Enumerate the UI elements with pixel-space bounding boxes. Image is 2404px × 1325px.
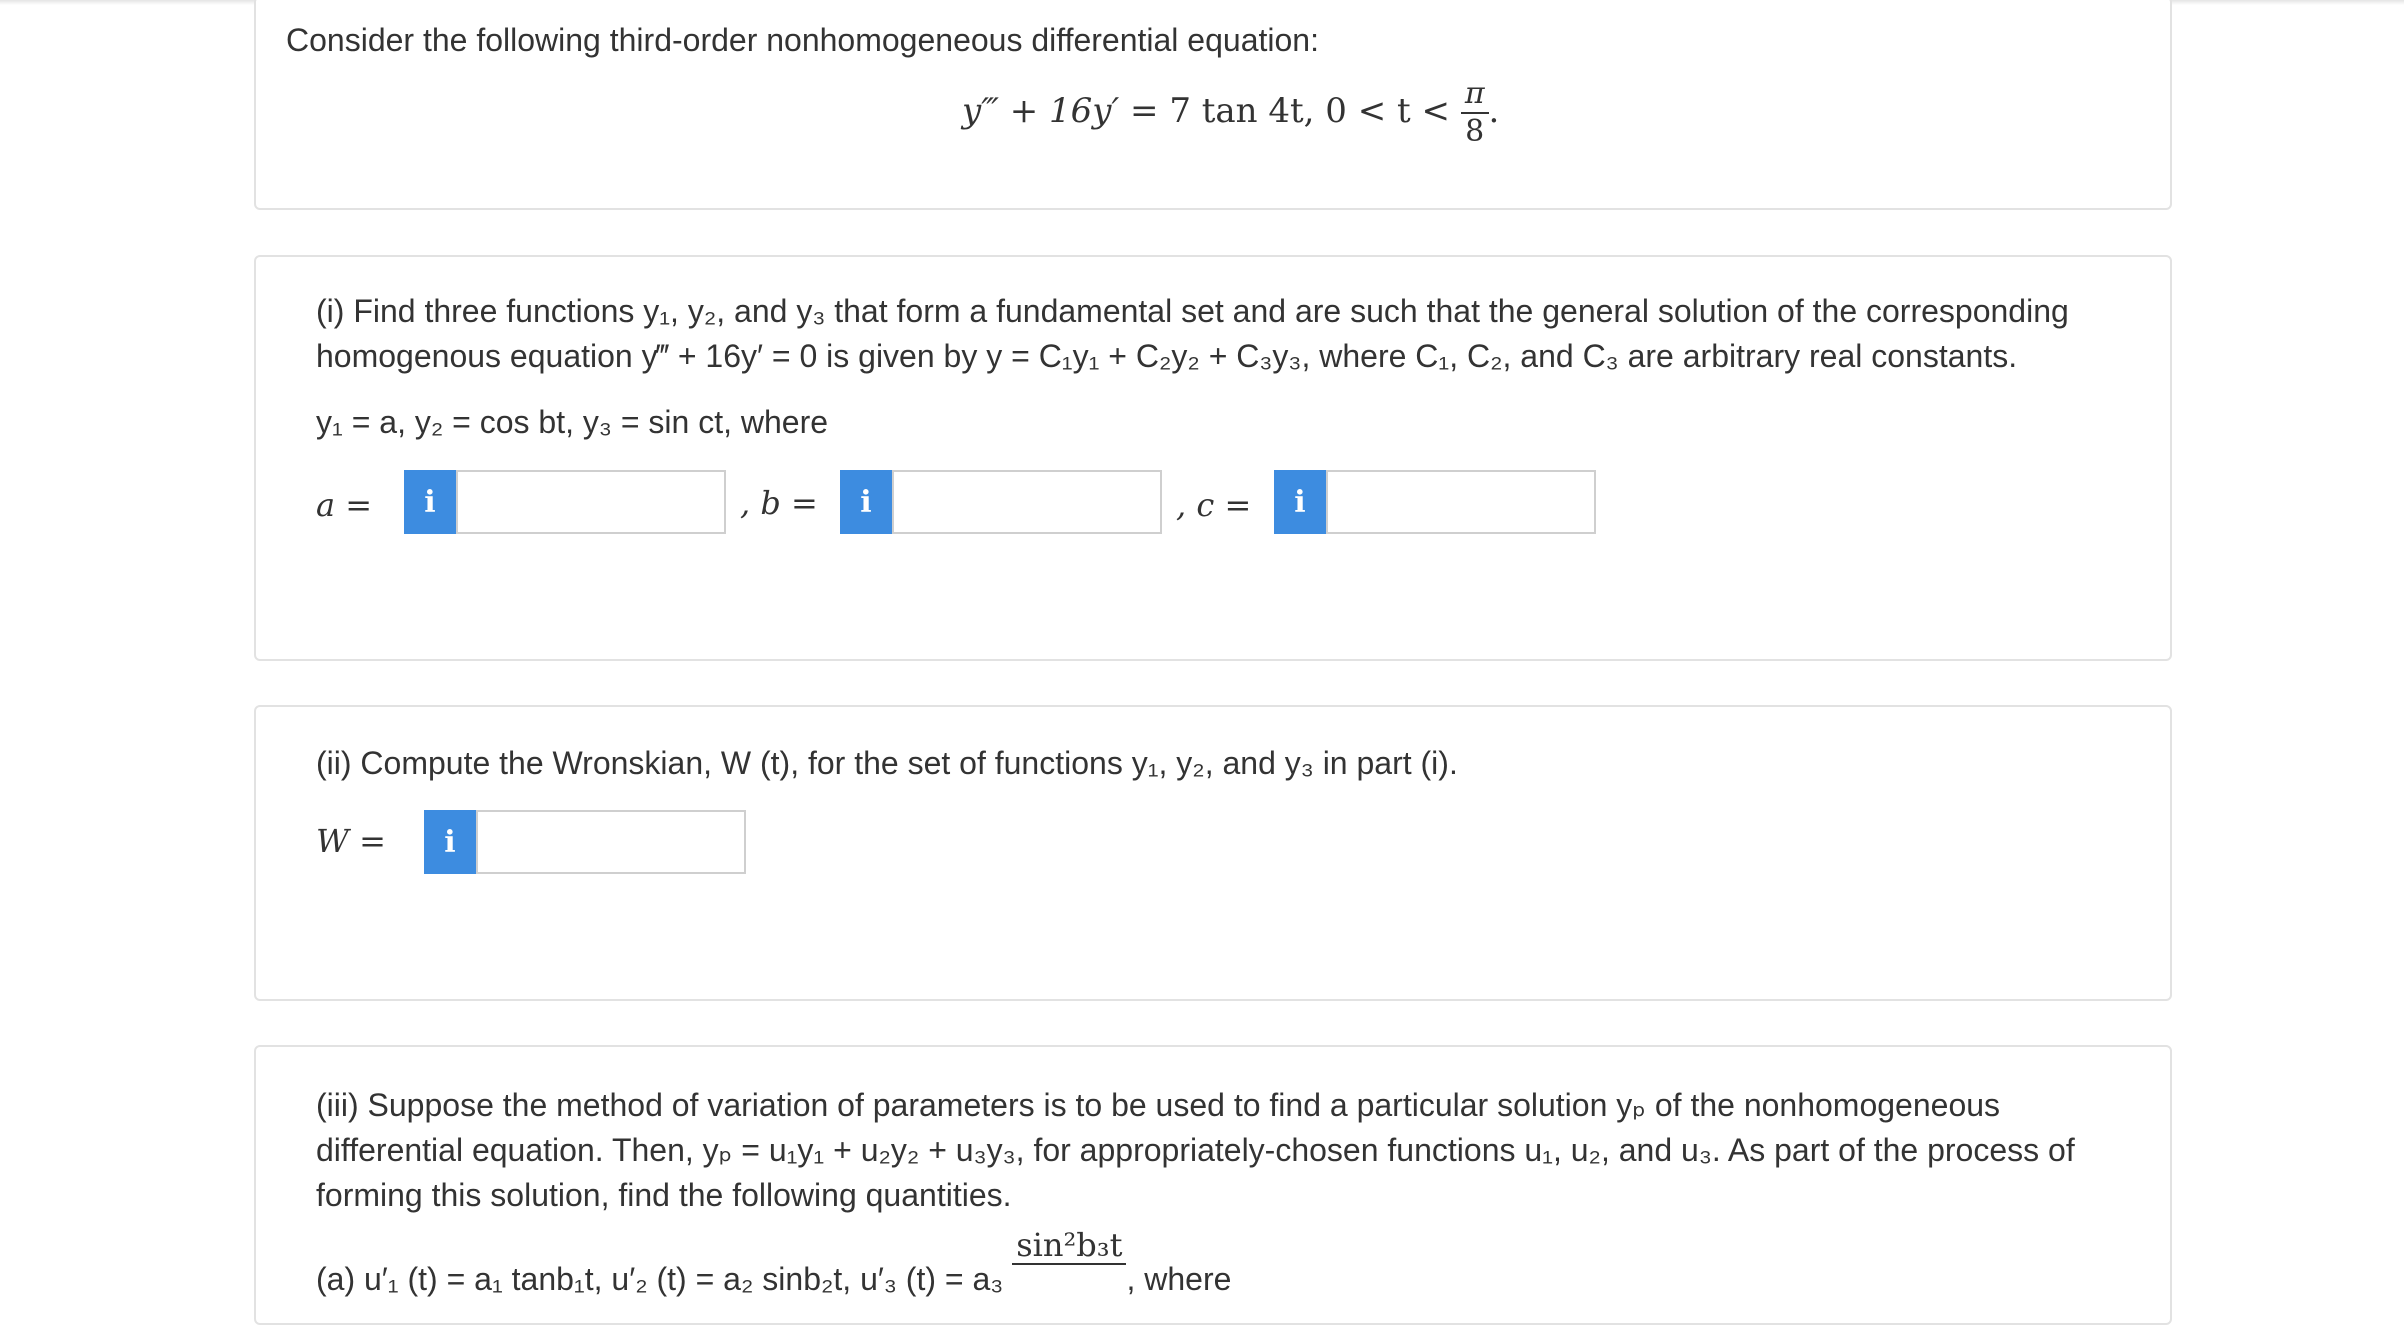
part3-card bbox=[254, 1045, 2172, 1325]
part2-line1: (ii) Compute the Wronskian, W (t), for the set of functions y₁, y₂, and y₃ in part (i). bbox=[316, 745, 1458, 781]
input-c[interactable] bbox=[1326, 470, 1596, 534]
info-icon-b[interactable]: i bbox=[840, 470, 892, 534]
part3-line4-suffix: , where bbox=[1126, 1261, 1232, 1297]
part3-line2: differential equation. Then, yₚ = u₁y₁ + u₂y₂ + u₃y₃, for appropriately-chosen functions u₁, u₂, and u₃. As part of the process of bbox=[316, 1132, 2075, 1168]
main-equation bbox=[962, 76, 1499, 150]
part3-line3: forming this solution, find the following quantities. bbox=[316, 1177, 1012, 1213]
fraction-denominator: 8 bbox=[1465, 114, 1485, 149]
label-b: , b = bbox=[740, 484, 818, 522]
equation-rhs: 7 tan 4t, 0 < t < bbox=[1169, 91, 1450, 131]
equation-equals: = bbox=[1130, 91, 1159, 131]
part1-card bbox=[254, 255, 2172, 661]
equation-period: . bbox=[1488, 91, 1500, 131]
part2-card bbox=[254, 705, 2172, 1001]
problem-card bbox=[254, 0, 2172, 210]
label-c: , c = bbox=[1176, 486, 1252, 524]
part1-line3: y₁ = a, y₂ = cos bt, y₃ = sin ct, where bbox=[316, 404, 829, 440]
label-w: W = bbox=[316, 822, 386, 860]
part1-line1: (i) Find three functions y₁, y₂, and y₃ that form a fundamental set and are such that the general solution of the corresponding bbox=[316, 293, 2069, 329]
part3-fraction-numerator: sin²b₃t bbox=[1012, 1227, 1126, 1265]
part3-fraction bbox=[1012, 1227, 1126, 1265]
info-icon-w[interactable]: i bbox=[424, 810, 476, 874]
part3-line4-prefix: (a) u′₁ (t) = a₁ tanb₁t, u′₂ (t) = a₂ sinb₂t, u′₃ (t) = a₃ bbox=[316, 1261, 1004, 1297]
part3-line4 bbox=[316, 1226, 1232, 1301]
equation-fraction bbox=[1461, 76, 1489, 150]
part1-line2: homogenous equation y‴ + 16y′ = 0 is given by y = C₁y₁ + C₂y₂ + C₃y₃, where C₁, C₂, and C₃ are arbitrary real constants. bbox=[316, 338, 2018, 374]
input-b[interactable] bbox=[892, 470, 1162, 534]
info-icon-a[interactable]: i bbox=[404, 470, 456, 534]
part3-line1: (iii) Suppose the method of variation of parameters is to be used to find a particular solution yₚ of the nonhomogeneous bbox=[316, 1087, 2001, 1123]
input-a[interactable] bbox=[456, 470, 726, 534]
input-w[interactable] bbox=[476, 810, 746, 874]
fraction-numerator: π bbox=[1461, 76, 1489, 114]
label-a: a = bbox=[316, 486, 373, 524]
equation-lhs: y‴ + 16y′ bbox=[962, 91, 1120, 131]
info-icon-c[interactable]: i bbox=[1274, 470, 1326, 534]
intro-text: Consider the following third-order nonhomogeneous differential equation: bbox=[286, 22, 1319, 58]
